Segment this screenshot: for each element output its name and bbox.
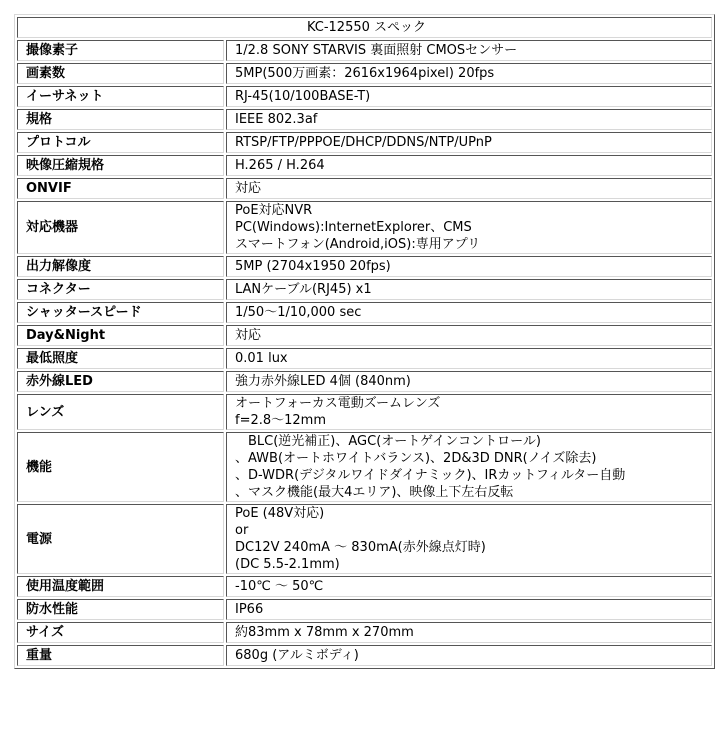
spec-value-line: 、マスク機能(最大4エリア)、映像上下左右反転: [235, 485, 514, 500]
spec-label: サイズ: [17, 622, 224, 643]
spec-row: [17, 132, 712, 153]
spec-row: [17, 256, 712, 277]
spec-value-line: DC12V 240mA ～ 830mA(赤外線点灯時): [235, 540, 486, 555]
spec-value: [226, 622, 712, 643]
spec-value: [226, 178, 712, 199]
spec-value-line: or: [235, 523, 249, 538]
spec-label: 使用温度範囲: [17, 576, 224, 597]
spec-row: [17, 302, 712, 323]
spec-label: プロトコル: [17, 132, 224, 153]
spec-value-line: IP66: [235, 602, 264, 617]
spec-value-line: 対応: [235, 181, 262, 196]
spec-row: [17, 109, 712, 130]
spec-table: [14, 14, 715, 669]
spec-title: KC-12550 スペック: [17, 17, 712, 38]
spec-row: [17, 645, 712, 666]
spec-row: [17, 504, 712, 574]
spec-value-line: スマートフォン(Android,iOS):専用アプリ: [235, 237, 481, 252]
spec-label: 機能: [17, 432, 224, 502]
spec-value-line: IEEE 802.3af: [235, 112, 318, 127]
spec-value: [226, 132, 712, 153]
spec-value-line: 5MP(500万画素：2616x1964pixel) 20fps: [235, 66, 495, 81]
spec-label: 撮像素子: [17, 40, 224, 61]
spec-row: [17, 40, 712, 61]
spec-label: シャッタースピード: [17, 302, 224, 323]
spec-label: イーサネット: [17, 86, 224, 107]
spec-value-line: (DC 5.5-2.1mm): [235, 557, 340, 572]
spec-row: [17, 178, 712, 199]
spec-label: 映像圧縮規格: [17, 155, 224, 176]
spec-value: [226, 504, 712, 574]
spec-row: [17, 86, 712, 107]
spec-value-line: 1/50～1/10,000 sec: [235, 305, 362, 320]
spec-label: 画素数: [17, 63, 224, 84]
spec-value: [226, 371, 712, 392]
spec-value-line: RTSP/FTP/PPPOE/DHCP/DDNS/NTP/UPnP: [235, 135, 492, 150]
spec-title-row: [17, 17, 712, 38]
spec-value-line: 、D-WDR(デジタルワイドダイナミック)、IRカットフィルター自動: [235, 468, 626, 483]
spec-value-line: 、AWB(オートホワイトバランス)、2D&3D DNR(ノイズ除去): [235, 451, 597, 466]
spec-label: 対応機器: [17, 201, 224, 254]
spec-row: [17, 576, 712, 597]
spec-row: [17, 622, 712, 643]
spec-value-line: 対応: [235, 328, 262, 343]
spec-row: [17, 201, 712, 254]
spec-label: 規格: [17, 109, 224, 130]
spec-value-line: オートフォーカス電動ズームレンズ: [235, 396, 441, 411]
spec-value: [226, 302, 712, 323]
spec-value-line: BLC(逆光補正)、AGC(オートゲインコントロール): [235, 434, 541, 449]
spec-value: [226, 348, 712, 369]
spec-label: 出力解像度: [17, 256, 224, 277]
spec-value: [226, 155, 712, 176]
spec-value-line: PoE (48V対応): [235, 506, 325, 521]
spec-value: [226, 325, 712, 346]
spec-label: ONVIF: [17, 178, 224, 199]
spec-label: 防水性能: [17, 599, 224, 620]
spec-value-line: LANケーブル(RJ45) x1: [235, 282, 372, 297]
spec-value-line: f=2.8～12mm: [235, 413, 327, 428]
spec-value-line: 5MP (2704x1950 20fps): [235, 259, 391, 274]
spec-label: 赤外線LED: [17, 371, 224, 392]
spec-value-line: 約83mm x 78mm x 270mm: [235, 625, 414, 640]
spec-value-line: 680g (アルミボディ): [235, 648, 359, 663]
spec-value: [226, 279, 712, 300]
spec-value-line: -10℃ ～ 50℃: [235, 579, 324, 594]
spec-value: [226, 201, 712, 254]
spec-row: [17, 394, 712, 430]
spec-value-line: RJ-45(10/100BASE-T): [235, 89, 371, 104]
spec-label: レンズ: [17, 394, 224, 430]
spec-value: [226, 40, 712, 61]
spec-value: [226, 86, 712, 107]
spec-value: [226, 645, 712, 666]
spec-row: [17, 63, 712, 84]
spec-label: 電源: [17, 504, 224, 574]
spec-label: 最低照度: [17, 348, 224, 369]
spec-row: [17, 279, 712, 300]
spec-row: [17, 432, 712, 502]
spec-label: Day&Night: [17, 325, 224, 346]
spec-label: 重量: [17, 645, 224, 666]
spec-value: [226, 432, 712, 502]
spec-row: [17, 155, 712, 176]
spec-value-line: 強力赤外線LED 4個 (840nm): [235, 374, 411, 389]
spec-value: [226, 576, 712, 597]
spec-value-line: PoE対応NVR: [235, 203, 313, 218]
spec-value: [226, 599, 712, 620]
spec-value: [226, 109, 712, 130]
spec-value-line: 1/2.8 SONY STARVIS 裏面照射 CMOSセンサー: [235, 43, 518, 58]
spec-value-line: H.265 / H.264: [235, 158, 325, 173]
spec-value-line: 0.01 lux: [235, 351, 288, 366]
spec-row: [17, 325, 712, 346]
spec-value: [226, 394, 712, 430]
spec-value: [226, 256, 712, 277]
spec-label: コネクター: [17, 279, 224, 300]
spec-row: [17, 371, 712, 392]
spec-value-line: PC(Windows):InternetExplorer、CMS: [235, 220, 472, 235]
spec-row: [17, 599, 712, 620]
spec-sheet: [14, 14, 715, 669]
spec-row: [17, 348, 712, 369]
spec-value: [226, 63, 712, 84]
